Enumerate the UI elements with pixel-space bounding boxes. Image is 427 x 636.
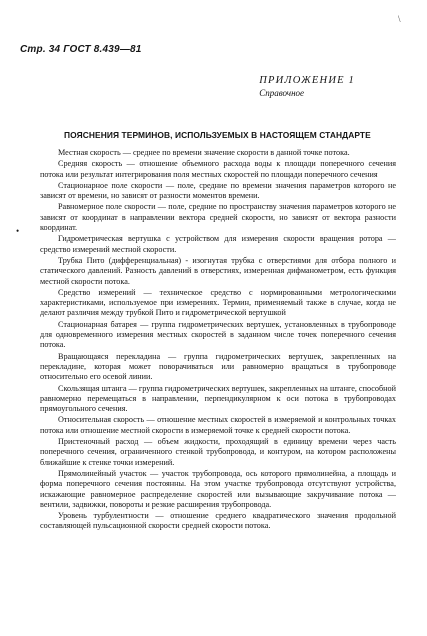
- body-text: [40, 148, 396, 533]
- paragraph-stationary-field: Стационарное поле скорости — поле, средние по времени значения параметров которого не зависят от времени, но зависят от разности моментов времени.: [40, 180, 396, 201]
- paragraph-measuring-instrument: Средство измерений — техническое средство с нормированными метрологическими характеристиками, используемое при измерениях. Термин, применяемый также в случае, когда не делают различия между трубкой Пито и гидрометрической вертушкой: [40, 287, 396, 318]
- paragraph-sliding-rod: Скользящая штанга — группа гидрометрических вертушек, закрепленных на штанге, способной равномерно перемещаться в направлении, перпендикулярном к оси потока в трубопроводах прямоугольного сечения.: [40, 383, 396, 414]
- paragraph-pitot-tube: Трубка Пито (дифференциальная) - изогнутая трубка с отверстиями для отбора полного и статического давлений. Разность давлений в отверстиях, измеренная дифманометром, есть функция местной скорости потока.: [40, 255, 396, 286]
- paragraph-current-meter: Гидрометрическая вертушка с устройством для измерения скорости вращения ротора — средство измерений местной скорости.: [40, 234, 396, 254]
- section-heading: ПОЯСНЕНИЯ ТЕРМИНОВ, ИСПОЛЬЗУЕМЫХ В НАСТОЯЩЕМ СТАНДАРТЕ: [64, 130, 371, 140]
- paragraph-wall-flow: Пристеночный расход — объем жидкости, проходящий в единицу времени через часть поперечного сечения, ограниченного стенкой трубопровода, и контуром, на котором расположены ближайшие к стенке точки измерений.: [40, 437, 396, 467]
- paragraph-stationary-battery: Стационарная батарея — группа гидрометрических вертушек, установленных в трубопроводе для одновременного измерения местных скоростей в заданном числе точек поперечного сечения потока.: [40, 319, 396, 350]
- appendix-title: ПРИЛОЖЕНИЕ 1: [259, 75, 355, 86]
- paragraph-mean-velocity: Средняя скорость — отношение объемного расхода воды к площади поперечного сечения потока или результат интегрирования поля местных скоростей по площади поперечного сечения: [40, 159, 396, 179]
- margin-mark: •: [16, 226, 20, 236]
- stray-mark: \: [398, 14, 401, 24]
- paragraph-local-velocity: Местная скорость — среднее по времени значение скорости в данной точке потока.: [58, 148, 350, 157]
- paragraph-turbulence-level: Уровень турбулентности — отношение среднего квадратического значения продольной составляющей пульсационной скорости средней скорости потока.: [40, 511, 396, 531]
- page-header: Стр. 34 ГОСТ 8.439—81: [20, 44, 142, 55]
- appendix-label: [259, 75, 355, 98]
- paragraph-uniform-field: Равномерное поле скорости — поле, средние по пространству значения параметров которого не зависят от координат в направлении вектора средней скорости, но зависят от вектора разности координат.: [40, 202, 396, 233]
- paragraph-rotating-bar: Вращающаяся перекладина — группа гидрометрических вертушек, закрепленных на перекладине, которая может поворачиваться или равномерно вращаться в трубопроводе относительно его осевой линии.: [40, 351, 396, 382]
- appendix-subtitle: Справочное: [259, 88, 305, 98]
- paragraph-straight-section: Прямолинейный участок — участок трубопровода, ось которого прямолинейна, а площадь и форма поперечного сечения постоянны. На этом участке трубопровода отсутствуют устройства, искажающие равномерное распределение скоростей или вызывающие закручивание потока — вентили, задвижки, повороты и резкие расширения трубопровода.: [40, 468, 396, 509]
- paragraph-relative-velocity: Относительная скорость — отношение местных скоростей в измеряемой и контрольных точках потока или отношение местной скорости в измеряемой точке к средней скорости потока.: [40, 415, 396, 435]
